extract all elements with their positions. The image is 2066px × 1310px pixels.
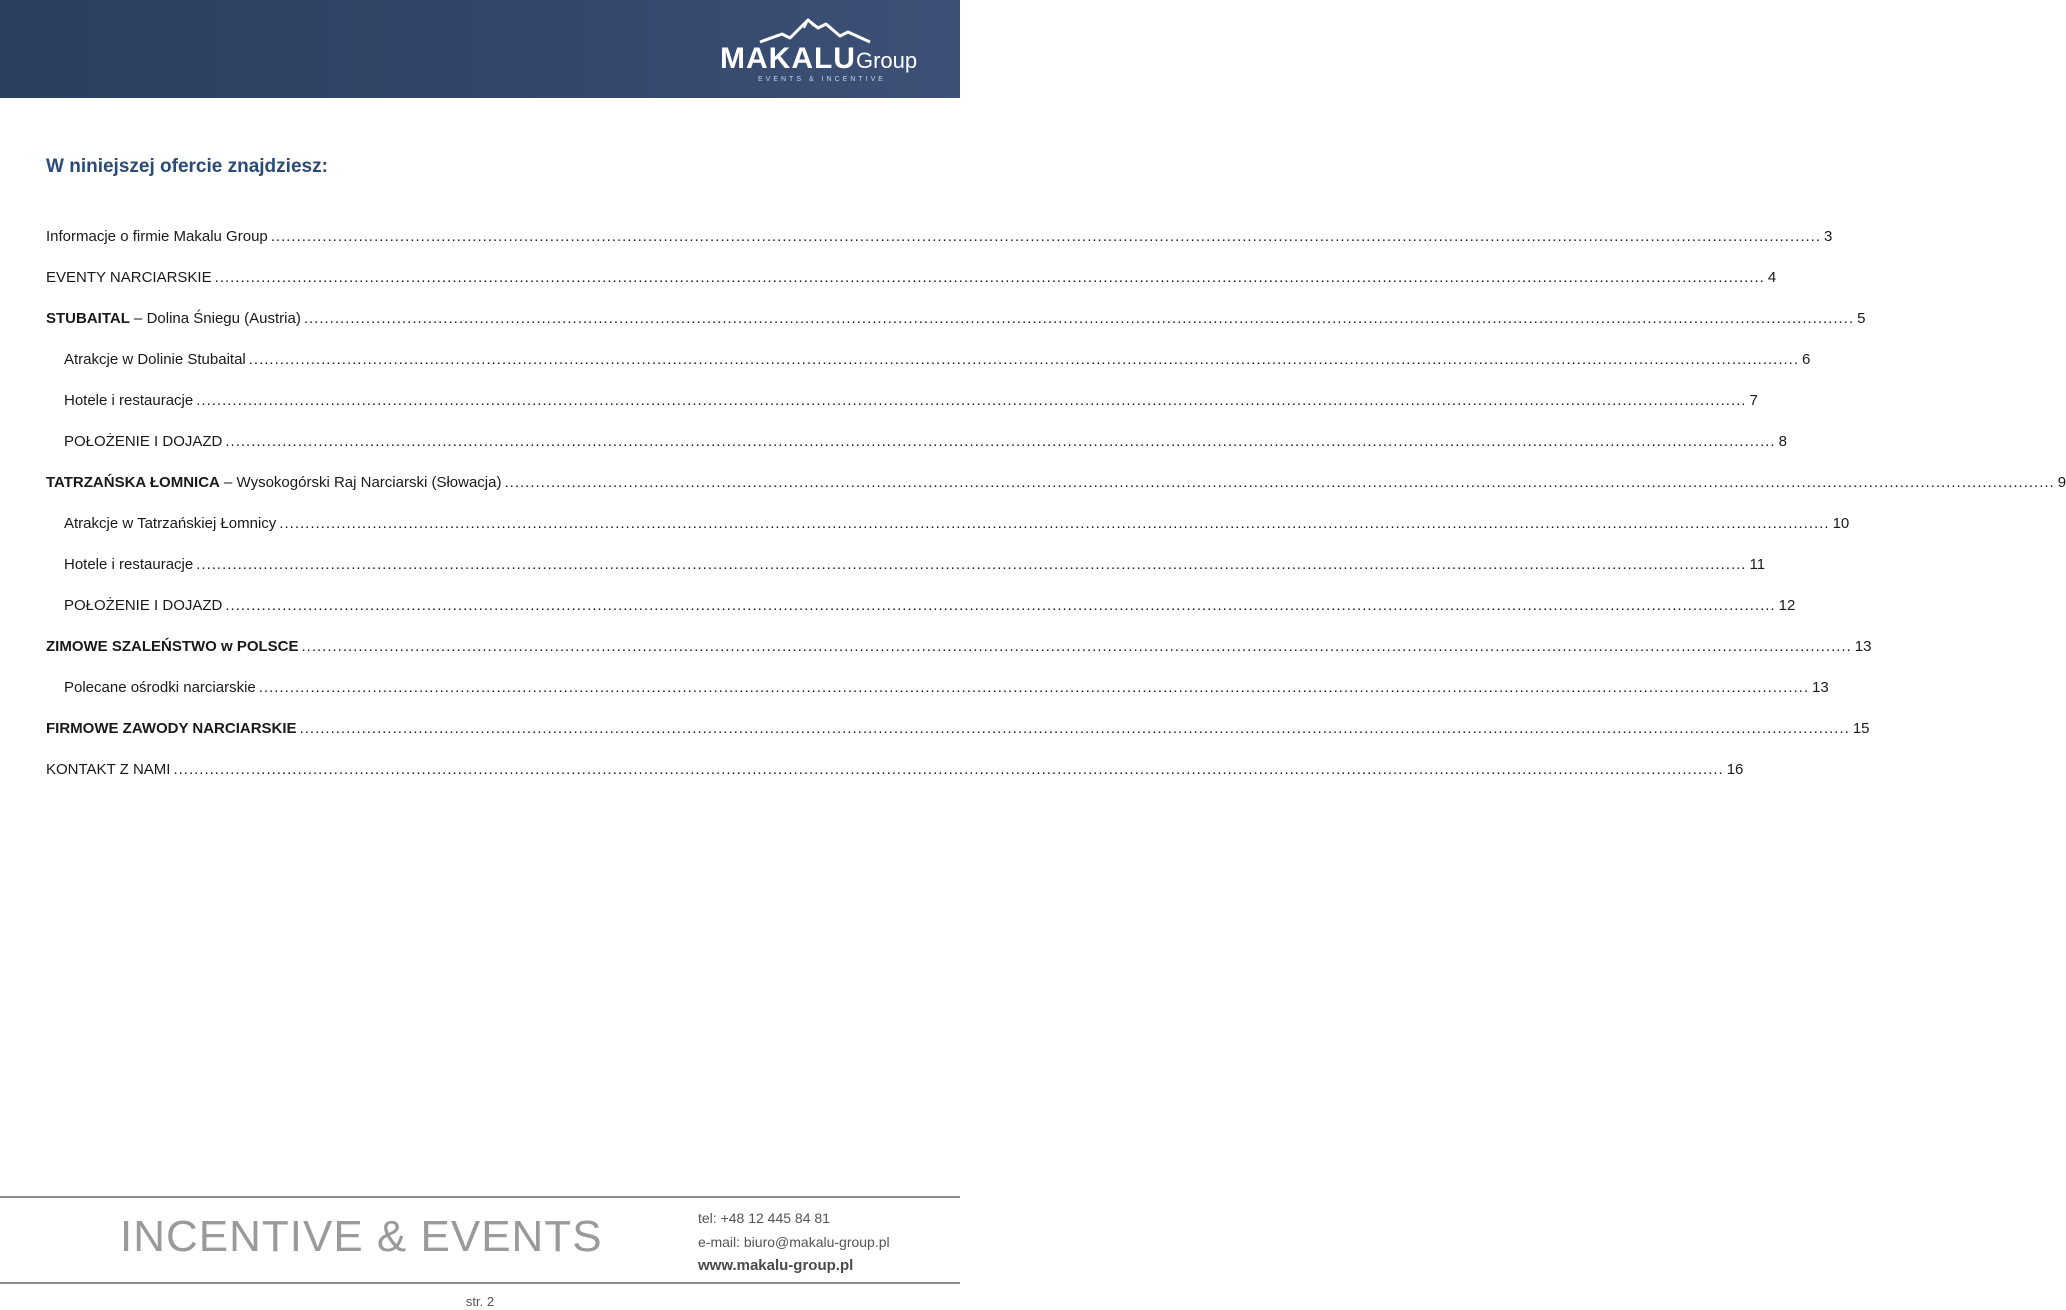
logo-name: MAKALU (720, 42, 856, 75)
toc-leader-dots: ............................................................................................................................................................................................................................................................................................................ (196, 392, 1747, 409)
logo-tagline: EVENTS & INCENTIVE (758, 76, 886, 83)
toc-entry-title (64, 431, 222, 453)
toc-entry[interactable] (64, 431, 1787, 453)
toc-entry-text: Hotele i restauracje (64, 392, 194, 409)
toc-leader-dots: ............................................................................................................................................................................................................................................................................................................ (214, 269, 1765, 286)
toc-entry-text: – Wysokogórski Raj Narciarski (Słowacja) (219, 474, 502, 491)
toc-entry-bold: STUBAITAL (46, 310, 130, 327)
toc-entry[interactable] (46, 759, 1744, 781)
footer-divider-bottom (0, 1282, 960, 1284)
toc-leader-dots: ............................................................................................................................................................................................................................................................................................................ (225, 433, 1776, 450)
toc-page-number: 3 (1824, 228, 1833, 245)
toc-entry-title (64, 513, 276, 535)
toc-page-number: 9 (2057, 474, 2066, 491)
toc-entry-text: KONTAKT Z NAMI (46, 761, 171, 778)
toc-heading: W niniejszej ofercie znajdziesz: (46, 156, 328, 177)
logo-group: Group (855, 48, 918, 73)
toc-leader-dots: ............................................................................................................................................................................................................................................................................................................ (225, 597, 1776, 614)
toc-leader-dots: ............................................................................................................................................................................................................................................................................................................ (258, 679, 1810, 696)
toc-entry[interactable] (46, 636, 1872, 658)
toc-page-number: 7 (1749, 392, 1758, 409)
makalu-logo (720, 14, 918, 84)
toc-entry-title (64, 390, 193, 412)
toc-entry[interactable] (64, 677, 1829, 699)
toc-page-number: 15 (1852, 720, 1870, 737)
toc-entry-title (64, 554, 193, 576)
toc-leader-dots: ............................................................................................................................................................................................................................................................................................................ (279, 515, 1830, 532)
toc-entry[interactable] (64, 595, 1796, 617)
toc-entry-title (46, 636, 299, 658)
toc-entry[interactable] (46, 308, 1866, 330)
toc-entry-text: Polecane ośrodki narciarskie (64, 679, 256, 696)
logo-wordmark (720, 42, 917, 78)
toc-page-number: 5 (1857, 310, 1866, 327)
toc-page-number: 6 (1802, 351, 1811, 368)
toc-entry-text: – Dolina Śniegu (Austria) (129, 310, 301, 327)
toc-page-number: 13 (1854, 638, 1872, 655)
toc-entry[interactable] (46, 718, 1870, 740)
toc-page-number: 13 (1812, 679, 1829, 696)
toc-entry-text: Atrakcje w Dolinie Stubaital (64, 351, 246, 368)
toc-entry-title (46, 759, 170, 781)
footer-divider-top (0, 1196, 960, 1198)
toc-entry-title (46, 472, 501, 494)
footer-phone: tel: +48 12 445 84 81 (698, 1210, 830, 1226)
toc-entry[interactable] (64, 349, 1811, 371)
toc-entry-text: Atrakcje w Tatrzańskiej Łomnicy (64, 515, 277, 532)
toc-page-number: 4 (1767, 269, 1777, 286)
toc-entry[interactable] (64, 513, 1850, 535)
footer-slogan: INCENTIVE & EVENTS (120, 1212, 603, 1261)
toc-leader-dots: ............................................................................................................................................................................................................................................................................................................ (504, 474, 2055, 491)
toc-entry-title (64, 595, 222, 617)
toc-page-number: 11 (1749, 556, 1766, 573)
toc-entry-bold: FIRMOWE ZAWODY NARCIARSKIE (46, 720, 297, 737)
toc-entry[interactable] (64, 554, 1766, 576)
toc-entry-text: EVENTY NARCIARSKIE (46, 269, 212, 286)
page-number: str. 2 (465, 1294, 495, 1309)
toc-entry-bold: ZIMOWE SZALEŃSTWO w POLSCE (46, 638, 299, 655)
toc-leader-dots: ............................................................................................................................................................................................................................................................................................................ (196, 556, 1747, 573)
toc-entry-title (46, 718, 297, 740)
toc-entry-title (64, 677, 256, 699)
toc-page-number: 8 (1778, 433, 1787, 450)
toc-entry[interactable] (46, 267, 1777, 289)
toc-entry-title (46, 308, 301, 330)
toc-leader-dots: ............................................................................................................................................................................................................................................................................................................ (248, 351, 1800, 368)
toc-entry-bold: TATRZAŃSKA ŁOMNICA (46, 474, 220, 491)
footer-contact (698, 1207, 948, 1279)
footer-website[interactable]: www.makalu-group.pl (698, 1257, 854, 1274)
toc-entry[interactable] (46, 226, 1833, 248)
toc-entry-text: Hotele i restauracje (64, 556, 194, 573)
toc-entry[interactable] (46, 472, 2066, 494)
footer-email[interactable]: e-mail: biuro@makalu-group.pl (698, 1234, 890, 1250)
toc-entry-text: Informacje o firmie Makalu Group (46, 228, 268, 245)
page-header (0, 0, 960, 98)
toc-page-number: 10 (1832, 515, 1850, 532)
toc-entry-text: POŁOŻENIE I DOJAZD (64, 597, 223, 614)
toc-leader-dots: ............................................................................................................................................................................................................................................................................................................ (303, 310, 1855, 327)
toc-leader-dots: ............................................................................................................................................................................................................................................................................................................ (299, 720, 1850, 737)
toc-entry-title (64, 349, 246, 371)
toc-entry[interactable] (64, 390, 1758, 412)
toc-leader-dots: ............................................................................................................................................................................................................................................................................................................ (173, 761, 1724, 778)
toc-leader-dots: ............................................................................................................................................................................................................................................................................................................ (301, 638, 1852, 655)
toc-leader-dots: ............................................................................................................................................................................................................................................................................................................ (270, 228, 1821, 245)
toc-page-number: 12 (1778, 597, 1796, 614)
toc-page-number: 16 (1726, 761, 1744, 778)
toc-entry-title (46, 226, 268, 248)
toc-entry-title (46, 267, 212, 289)
toc-entry-text: POŁOŻENIE I DOJAZD (64, 433, 223, 450)
